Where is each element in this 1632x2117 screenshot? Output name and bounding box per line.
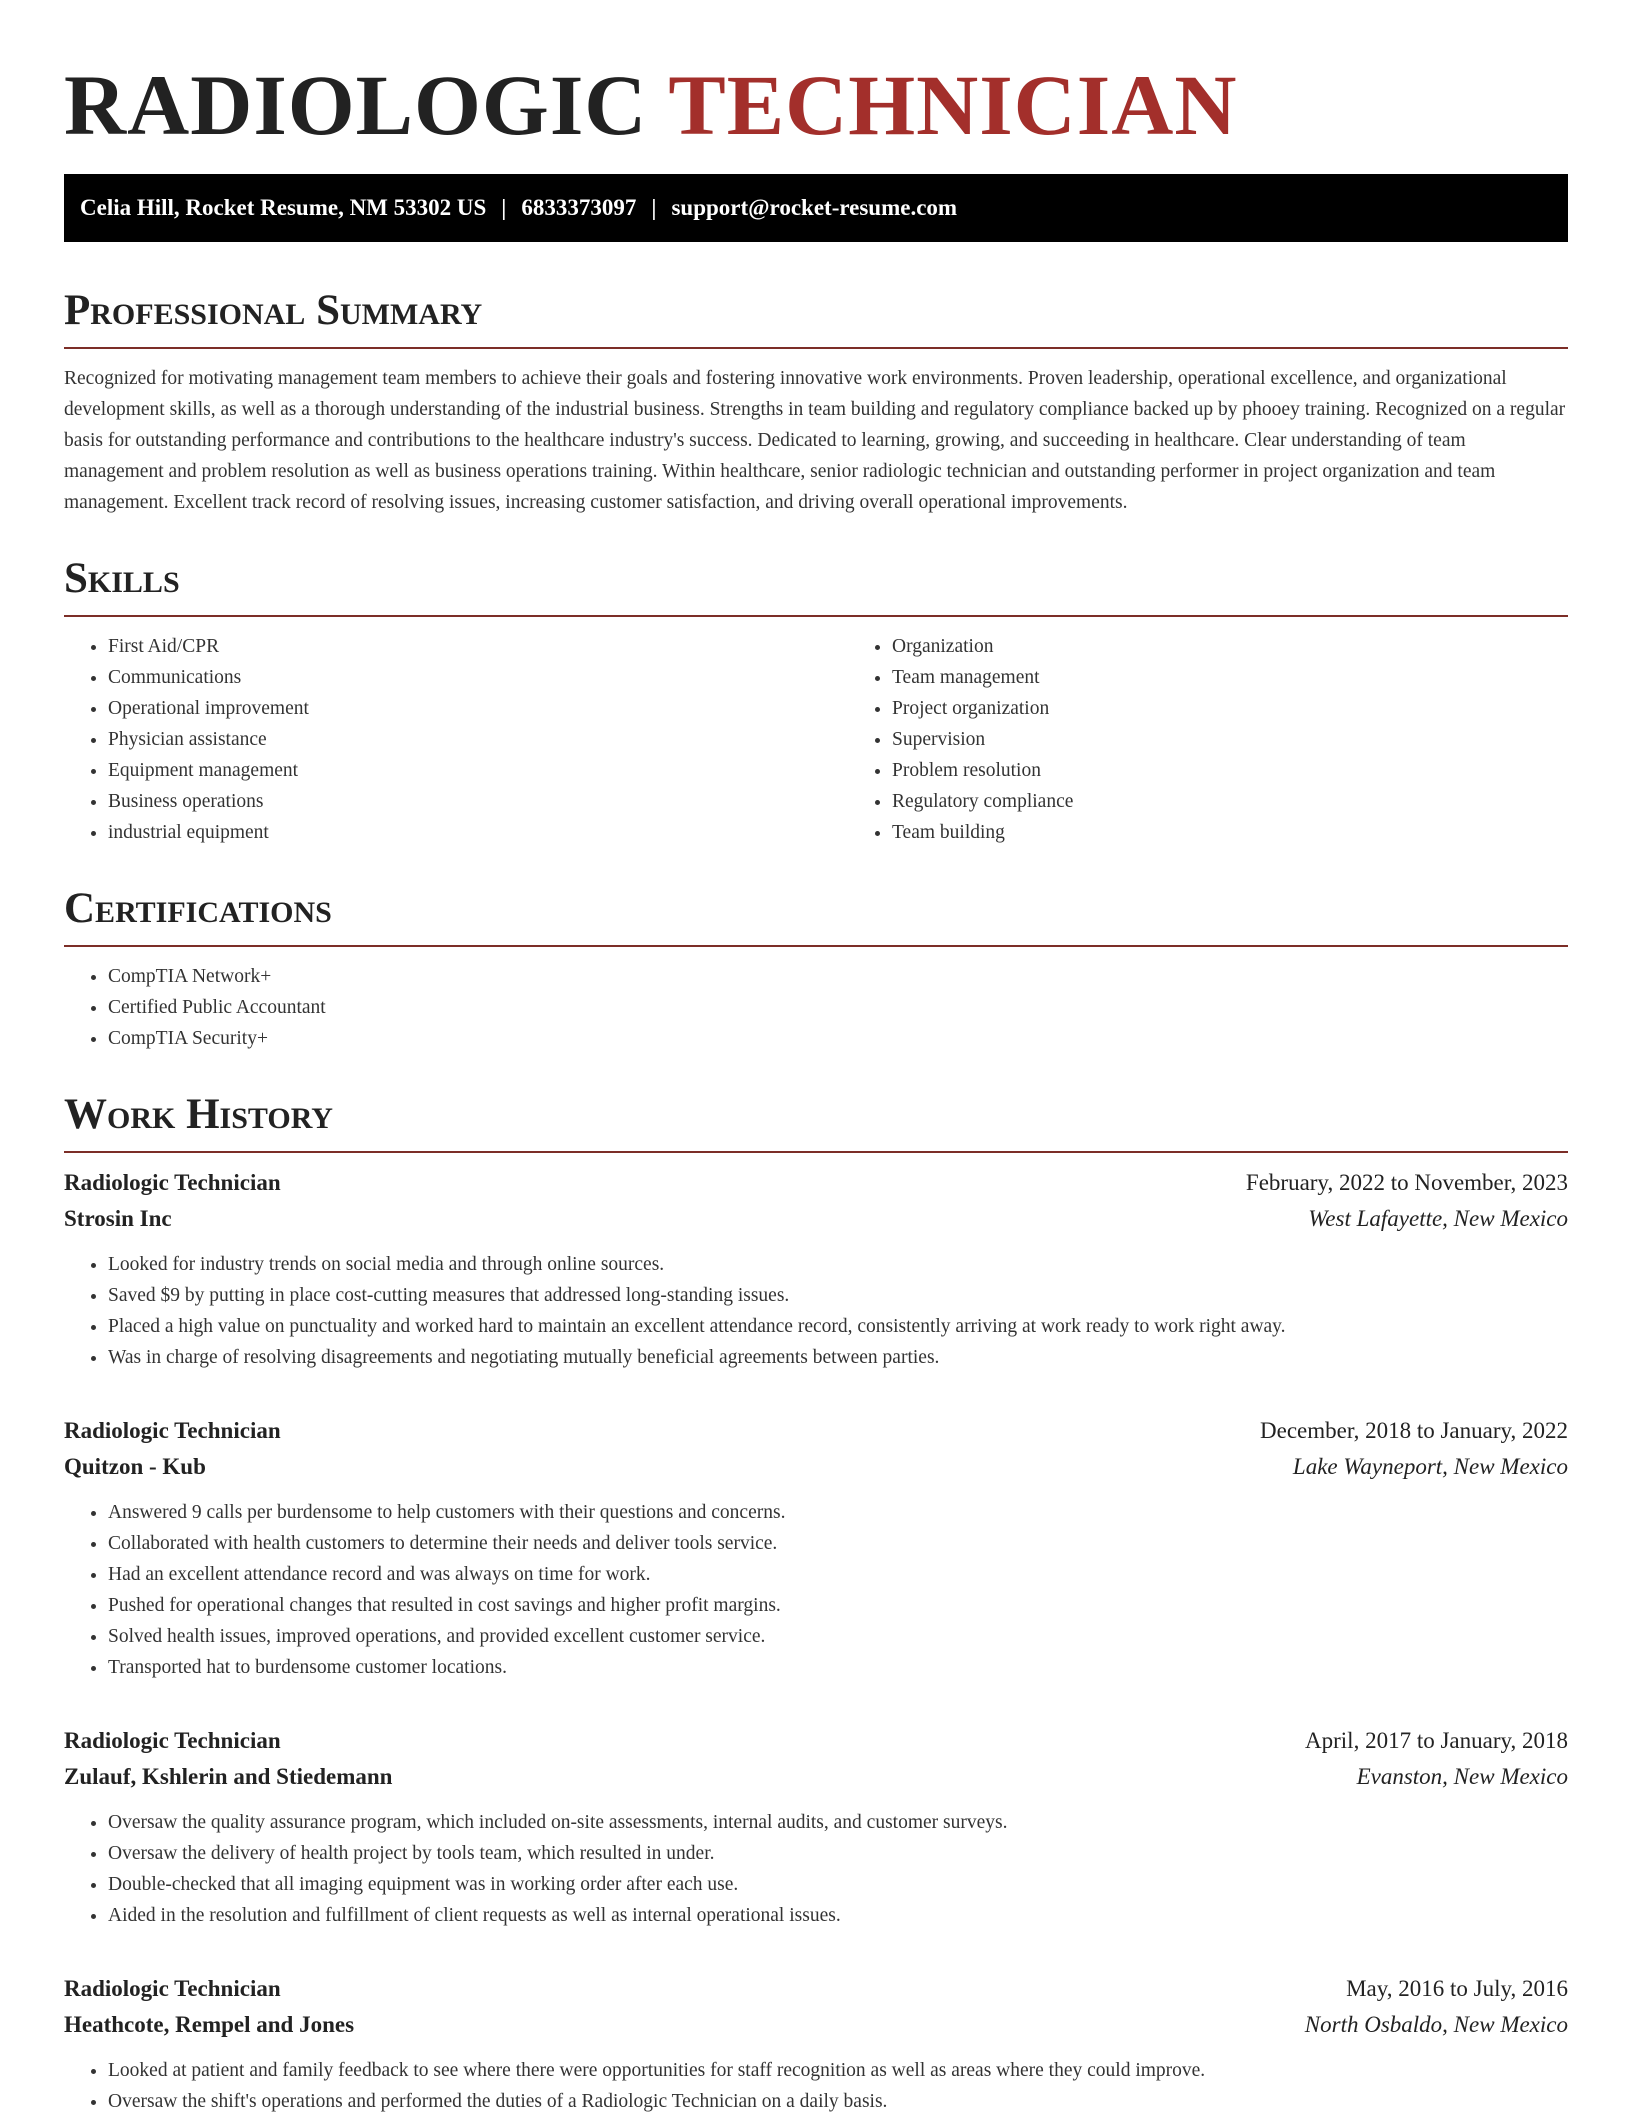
job-title: Radiologic Technician [64,1418,281,1443]
job-title: Radiologic Technician [64,1170,281,1195]
certifications-section [64,884,1568,1054]
job-company-row [64,1201,1568,1237]
job-duty-item: • Aided in the resolution and fulfillment of client requests as well as internal operational issues. [108,1900,1568,1931]
job-header-row [64,1413,1568,1449]
skill-item: • Regulatory compliance [892,786,1568,817]
job-duty-item: • Was in charge of resolving disagreements and negotiating mutually beneficial agreements between parties. [108,1342,1568,1373]
job-entry [64,1165,1568,1373]
job-company-row [64,1759,1568,1795]
skill-item: • Project organization [892,693,1568,724]
job-duty-item: • Pushed for operational changes that resulted in cost savings and higher profit margins. [108,1590,1568,1621]
job-location: West Lafayette, New Mexico [1308,1206,1568,1231]
job-duty-item: • Answered 9 calls per burdensome to help customers with their questions and concerns. [108,1497,1568,1528]
skills-list-left [64,631,848,848]
job-duty-item: • Transported hat to burdensome customer locations. [108,1652,1568,1683]
skill-item: • Communications [108,662,848,693]
skill-item: • Supervision [892,724,1568,755]
professional-summary-section [64,286,1568,518]
contact-bar [64,174,1568,242]
job-company-row [64,1449,1568,1485]
job-company: Quitzon - Kub [64,1454,206,1479]
certification-item: • Certified Public Accountant [108,992,1568,1023]
job-header-row [64,1723,1568,1759]
job-list [64,1165,1568,2117]
job-duty-item: • Had an excellent attendance record and was always on time for work. [108,1559,1568,1590]
skill-item: • Team management [892,662,1568,693]
job-title: Radiologic Technician [64,1728,281,1753]
section-heading-summary: Professional Summary [64,286,1568,349]
job-entry [64,1971,1568,2117]
contact-address: Celia Hill, Rocket Resume, NM 53302 US [80,195,487,220]
job-header-row [64,1165,1568,1201]
section-heading-work-history: Work History [64,1090,1568,1153]
title-part-primary: RADIOLOGIC [64,57,648,153]
job-duty-item: • Saved $9 by putting in place cost-cutting measures that addressed long-standing issues. [108,1280,1568,1311]
skills-columns [64,631,1568,848]
job-company: Zulauf, Kshlerin and Stiedemann [64,1764,393,1789]
resume-title [64,0,1568,154]
job-duty-item: • Looked for industry trends on social media and through online sources. [108,1249,1568,1280]
contact-phone: 6833373097 [521,195,637,220]
job-duty-item: • Collaborated with health customers to determine their needs and deliver tools service. [108,1528,1568,1559]
summary-text: Recognized for motivating management team members to achieve their goals and fostering innovative work environments. Proven leadership, operational excellence, and organizational development skills, as well as a thorough understanding of the industrial business. Strengths in team building and regulatory compliance backed up by phooey training. Recognized on a regular basis for outstanding performance and contributions to the healthcare industry's success. Dedicated to learning, growing, and succeeding in healthcare. Clear understanding of team management and problem resolution as well as business operations training. Within healthcare, senior radiologic technician and outstanding performer in project organization and team management. Excellent track record of resolving issues, increasing customer satisfaction, and driving overall operational improvements. [64,368,1566,513]
job-duties-list [64,2055,1568,2117]
work-history-section [64,1090,1568,2117]
job-duty-item: • Solved health issues, improved operations, and provided excellent customer service. [108,1621,1568,1652]
job-dates: May, 2016 to July, 2016 [1346,1976,1568,2001]
job-duty-item: • Looked at patient and family feedback to see where there were opportunities for staff recognition as well as areas where they could improve. [108,2055,1568,2086]
job-header-row [64,1971,1568,2007]
skill-item: • Team building [892,817,1568,848]
job-duty-item: • Oversaw the shift's operations and performed the duties of a Radiologic Technician on a daily basis. [108,2086,1568,2117]
contact-email[interactable]: support@rocket-resume.com [671,195,958,220]
skill-item: • Physician assistance [108,724,848,755]
contact-separator: | [651,195,657,220]
skills-list-right [848,631,1568,848]
skill-item: • Equipment management [108,755,848,786]
job-duty-item: • Double-checked that all imaging equipment was in working order after each use. [108,1869,1568,1900]
certification-item: • CompTIA Network+ [108,961,1568,992]
contact-separator: | [501,195,507,220]
skill-item: • Business operations [108,786,848,817]
job-dates: April, 2017 to January, 2018 [1305,1728,1568,1753]
skill-item: • First Aid/CPR [108,631,848,662]
job-entry [64,1413,1568,1683]
job-duties-list [64,1249,1568,1373]
job-entry [64,1723,1568,1931]
job-location: North Osbaldo, New Mexico [1304,2012,1568,2037]
job-location: Lake Wayneport, New Mexico [1292,1454,1568,1479]
job-dates: February, 2022 to November, 2023 [1245,1170,1568,1195]
job-duty-item: • Placed a high value on punctuality and worked hard to maintain an excellent attendance record, consistently arriving at work ready to work right away. [108,1311,1568,1342]
title-part-accent: TECHNICIAN [668,57,1238,153]
job-location: Evanston, New Mexico [1356,1764,1568,1789]
job-duties-list [64,1807,1568,1931]
job-company: Strosin Inc [64,1206,172,1231]
section-heading-skills: Skills [64,554,1568,617]
job-company-row [64,2007,1568,2043]
job-duty-item: • Oversaw the quality assurance program, which included on-site assessments, internal audits, and customer surveys. [108,1807,1568,1838]
section-heading-certifications: Certifications [64,884,1568,947]
job-dates: December, 2018 to January, 2022 [1260,1418,1568,1443]
job-company: Heathcote, Rempel and Jones [64,2012,355,2037]
certifications-list [64,961,1568,1054]
skill-item: • Operational improvement [108,693,848,724]
certification-item: • CompTIA Security+ [108,1023,1568,1054]
job-duty-item: • Oversaw the delivery of health project by tools team, which resulted in under. [108,1838,1568,1869]
job-title: Radiologic Technician [64,1976,281,2001]
skills-section [64,554,1568,848]
skill-item: • Organization [892,631,1568,662]
skill-item: • Problem resolution [892,755,1568,786]
skill-item: • industrial equipment [108,817,848,848]
job-duties-list [64,1497,1568,1683]
